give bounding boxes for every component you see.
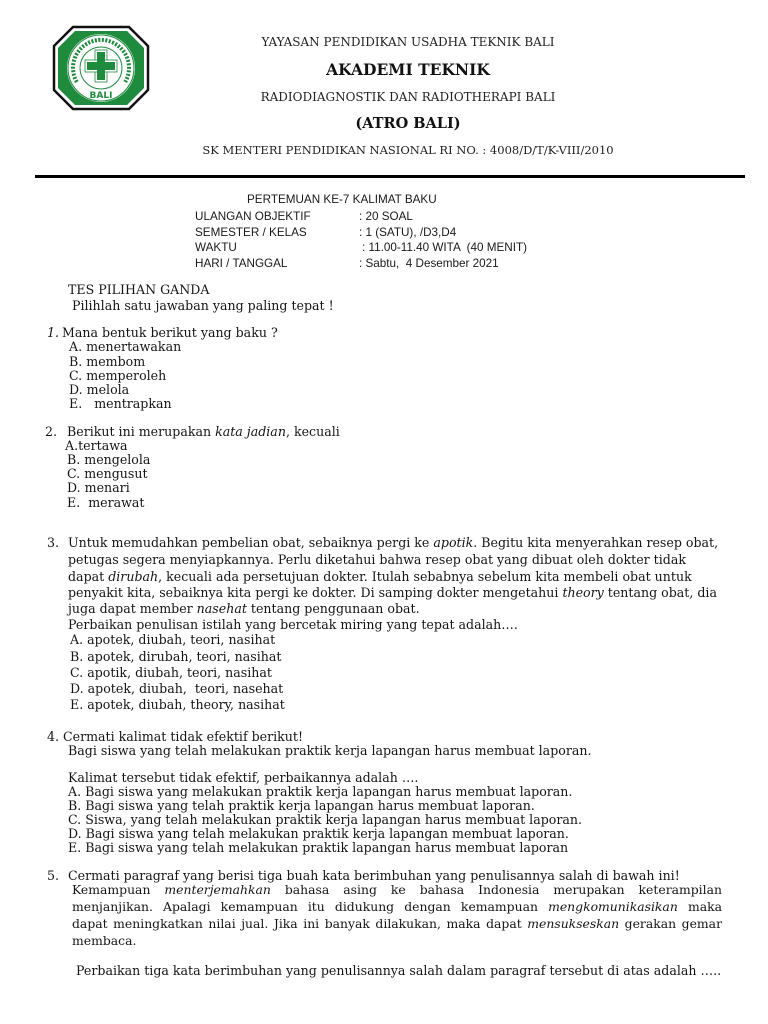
answer-option: C. memperoleh [69, 368, 167, 383]
question-stem: Mana bentuk berikut yang baku ? [62, 325, 278, 340]
answer-option: C. apotik, diubah, teori, nasihat [70, 665, 272, 680]
passage-text: gerakan gemar [619, 916, 722, 931]
question-number: 1. [47, 325, 60, 340]
section-title: TES PILIHAN GANDA [68, 282, 210, 297]
passage-text: tentang penggunaan obat. [246, 601, 420, 616]
answer-option: A. menertawakan [69, 339, 182, 354]
foundation-name: YAYASAN PENDIDIKAN USADHA TEKNIK BALI [261, 35, 555, 49]
decree-number: SK MENTERI PENDIDIKAN NASIONAL RI NO. : 4008/D/T/K-VIII/2010 [202, 143, 614, 157]
answer-option: D. apotek, diubah, teori, nasehat [70, 681, 284, 696]
answer-option: B. mengelola [67, 452, 151, 467]
italic-term: apotik. [433, 535, 478, 550]
program-name: RADIODIAGNOSTIK DAN RADIOTHERAPI BALI [260, 90, 556, 104]
meeting-title: PERTEMUAN KE-7 KALIMAT BAKU [247, 193, 437, 206]
passage-line [72, 882, 722, 898]
italic-term: kata jadian [215, 424, 286, 439]
answer-option: C. mengusut [67, 466, 148, 481]
passage-line [68, 569, 692, 585]
passage-text: menjanjikan. Apalagi kemampuan itu didukung dengan kemampuan [72, 899, 549, 914]
italic-term: theory [562, 585, 604, 600]
passage-text: juga dapat member [68, 601, 197, 616]
question-number: 2. [45, 424, 58, 439]
passage-text: maka [677, 899, 722, 914]
logo-text: BALI [89, 91, 113, 101]
passage-text: penyakit kita, sebaiknya kita pergi ke dokter. Di samping dokter mengetahui [68, 585, 563, 600]
answer-option: A. apotek, diubah, teori, nasihat [70, 632, 276, 647]
academy-logo [52, 25, 150, 111]
answer-option: A. Bagi siswa yang melakukan praktik kerja lapangan harus membuat laporan. [68, 784, 573, 799]
info-label: SEMESTER / KELAS [195, 226, 307, 239]
question-number: 5. [47, 868, 60, 883]
question-prompt: Kalimat tersebut tidak efektif, perbaikannya adalah …. [68, 770, 419, 785]
passage-text: Untuk memudahkan pembelian obat, sebaiknya pergi ke [68, 535, 434, 550]
answer-option: C. Siswa, yang telah melakukan praktik kerja lapangan harus membuat laporan. [68, 812, 582, 827]
question-number: 4. [47, 729, 60, 744]
italic-term: dirubah [108, 569, 159, 584]
passage-text: tentang obat, dia [603, 585, 717, 600]
question-prompt: Perbaikan penulisan istilah yang bercetak miring yang tepat adalah…. [68, 617, 518, 632]
passage-text: dapat [68, 569, 109, 584]
passage-text: , kecuali ada persetujuan dokter. Itulah sebabnya sebelum kita membeli obat untuk [158, 569, 692, 584]
info-label: ULANGAN OBJEKTIF [195, 210, 311, 223]
passage-text: Begitu kita menyerahkan resep obat, [477, 535, 719, 550]
answer-option: A.tertawa [65, 438, 128, 453]
info-label: HARI / TANGGAL [195, 257, 288, 270]
question-stem: Cermati paragraf yang berisi tiga buah kata berimbuhan yang penulisannya salah di bawah ini! [68, 868, 680, 883]
header-divider [35, 175, 745, 178]
answer-option: E. Bagi siswa yang telah melakukan praktik lapangan harus membuat laporan [68, 840, 569, 855]
answer-option: E. merawat [67, 495, 145, 510]
example-sentence: Bagi siswa yang telah melakukan praktik kerja lapangan harus membuat laporan. [68, 743, 592, 758]
passage-text: Kemampuan [72, 882, 165, 897]
passage-line [72, 899, 722, 915]
italic-term: nasehat [196, 601, 247, 616]
italic-term: menterjemahkan [164, 882, 271, 897]
answer-option: E. mentrapkan [69, 396, 172, 411]
italic-term: mensukseskan [527, 916, 620, 931]
stem-text: , kecuali [285, 424, 340, 439]
stem-text: Berikut ini merupakan [67, 424, 216, 439]
info-value: : 11.00-11.40 WITA (40 MENIT) [362, 241, 527, 254]
passage-line [68, 535, 718, 551]
question-prompt: Perbaikan tiga kata berimbuhan yang penulisannya salah dalam paragraf tersebut di atas adalah ….. [76, 963, 722, 978]
info-value: : 1 (SATU), /D3,D4 [359, 226, 457, 239]
answer-option: D. melola [69, 382, 130, 397]
passage-text: bahasa asing ke bahasa Indonesia merupakan keterampilan [270, 882, 722, 897]
section-instruction: Pilihlah satu jawaban yang paling tepat ! [72, 298, 334, 313]
answer-option: B. membom [69, 354, 146, 369]
passage-text: petugas segera menyiapkannya. Perlu diketahui bahwa resep obat yang dibuat oleh dokter tidak [68, 552, 686, 567]
answer-option: D. Bagi siswa yang telah melakukan praktik kerja lapangan membuat laporan. [68, 826, 569, 841]
passage-line [68, 552, 686, 568]
passage-line [72, 916, 722, 932]
question-stem: Cermati kalimat tidak efektif berikut! [63, 729, 304, 744]
answer-option: E. apotek, diubah, theory, nasihat [70, 697, 285, 712]
academy-name: AKADEMI TEKNIK [326, 60, 490, 79]
answer-option: D. menari [67, 480, 130, 495]
passage-line [68, 585, 717, 601]
info-value: : Sabtu, 4 Desember 2021 [359, 257, 499, 270]
italic-term: mengkomunikasikan [548, 899, 678, 914]
answer-option: B. Bagi siswa yang telah praktik kerja lapangan harus membuat laporan. [68, 798, 535, 813]
answer-option: B. apotek, dirubah, teori, nasihat [70, 649, 282, 664]
passage-line: membaca. [72, 933, 137, 948]
info-value: : 20 SOAL [359, 210, 413, 223]
passage-text: dapat meningkatkan nilai jual. Jika ini banyak dilakukan, maka dapat [72, 916, 528, 931]
passage-line [68, 601, 420, 617]
academy-abbreviation: (ATRO BALI) [355, 115, 461, 132]
info-label: WAKTU [195, 241, 237, 254]
question-number: 3. [47, 535, 60, 550]
